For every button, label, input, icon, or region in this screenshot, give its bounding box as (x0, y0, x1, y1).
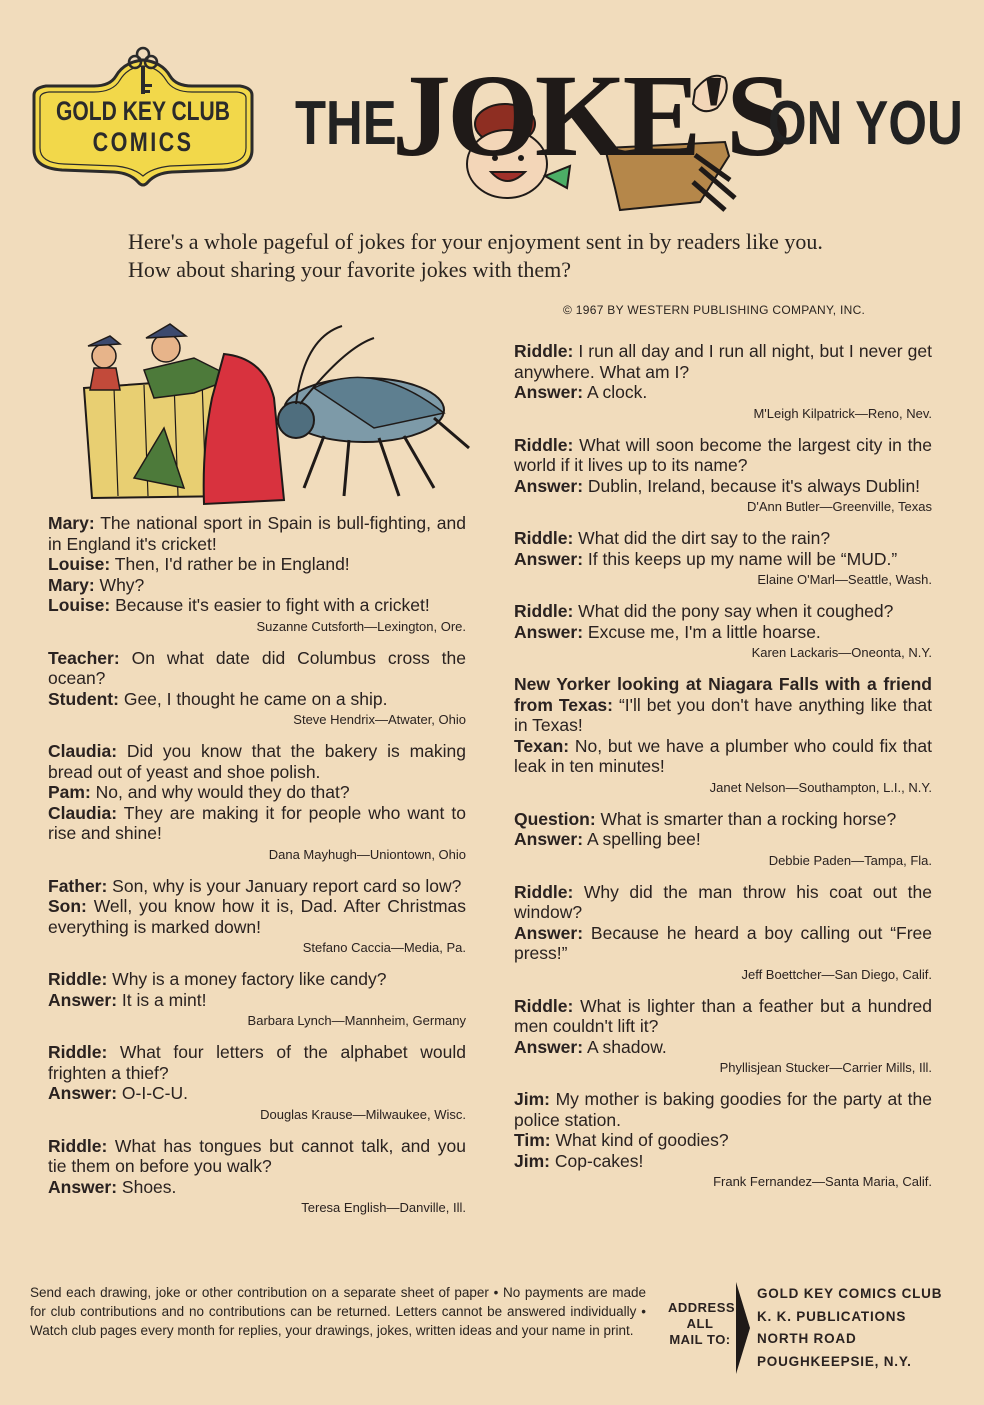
joke-line (514, 549, 932, 570)
contributor-credit: Debbie Paden—Tampa, Fla. (768, 852, 932, 868)
right-column (514, 341, 932, 1203)
mailing-address (757, 1283, 942, 1373)
title-on-you: ON YOU (768, 89, 963, 158)
joke-text: I run all day and I run all night, but I never get anywhere. What am I? (514, 341, 932, 382)
title-jokes: JOKE'S (392, 50, 788, 181)
joke-line (514, 1130, 932, 1151)
joke-text: What is smarter than a rocking horse? (595, 808, 897, 829)
joke-line (48, 741, 466, 782)
joke-block (48, 876, 466, 957)
contributor-credit: Phyllisjean Stucker—Carrier Mills, Ill. (719, 1060, 932, 1075)
joke-text: What has tongues but cannot talk, and you tie them on before you walk? (48, 1135, 466, 1176)
joke-line (48, 595, 466, 616)
speaker-label: Answer: (514, 621, 584, 642)
joke-block (48, 513, 466, 635)
contributor-credit: Barbara Lynch—Mannheim, Germany (247, 1013, 466, 1028)
joke-text: Why did the man throw his coat out the window? (514, 881, 932, 922)
badge-line2: COMICS (92, 127, 194, 157)
joke-line (514, 996, 932, 1037)
joke-text: If this keeps up my name will be “MUD.” (583, 548, 898, 569)
joke-text: Excuse me, I'm a little hoarse. (583, 621, 821, 642)
contributor-credit: Steve Hendrix—Atwater, Ohio (293, 712, 466, 727)
joke-line (48, 876, 466, 897)
copyright: © 1967 BY WESTERN PUBLISHING COMPANY, INC. (563, 303, 866, 317)
joke-text: A clock. (583, 382, 648, 402)
badge-text (24, 96, 262, 158)
speaker-label: Louise: (48, 554, 111, 574)
joke-line (514, 882, 932, 923)
joke-line (48, 648, 466, 689)
joke-text: Because he heard a boy calling out “Free press!” (514, 922, 932, 963)
joke-block (48, 741, 466, 863)
joke-text: What did the pony say when it coughed? (573, 601, 894, 621)
address-line: K. K. PUBLICATIONS (757, 1308, 907, 1324)
joke-line (48, 1177, 466, 1198)
joke-line (514, 674, 932, 736)
speaker-label: Question: (514, 808, 596, 829)
joke-text: What kind of goodies? (550, 1130, 729, 1150)
speaker-label: Pam: (48, 782, 91, 802)
speaker-label: Answer: (48, 1176, 118, 1197)
joke-line (48, 803, 466, 844)
joke-text: Why? (94, 574, 145, 595)
speaker-label: Answer: (514, 475, 584, 496)
joke-line (48, 969, 466, 990)
joke-block (48, 648, 466, 729)
joke-text: What four letters of the alphabet would frighten a thief? (48, 1042, 466, 1083)
speaker-label: Riddle: (514, 881, 574, 902)
joke-line (514, 809, 932, 830)
joke-line (514, 736, 932, 777)
joke-block (48, 1136, 466, 1217)
contributor-credit: D'Ann Butler—Greenville, Texas (746, 499, 932, 514)
speaker-label: New Yorker looking at Niagara Falls with a friend from Texas: (514, 674, 932, 715)
joke-block (514, 996, 932, 1077)
address-line: GOLD KEY COMICS CLUB (757, 1286, 943, 1301)
speaker-label: Mary: (48, 513, 95, 533)
joke-text: Well, you know how it is, Dad. After Christmas everything is marked down! (48, 896, 466, 937)
joke-text: No, but we have a plumber who could fix that leak in ten minutes! (514, 735, 932, 776)
speaker-label: Claudia: (48, 741, 118, 761)
contributor-credit: Frank Fernandez—Santa Maria, Calif. (713, 1174, 932, 1189)
joke-line (514, 601, 932, 622)
badge-line1: GOLD KEY CLUB (56, 96, 230, 126)
speaker-label: Answer: (48, 989, 118, 1010)
footer-note: Send each drawing, joke or other contribution on a separate sheet of paper • No payments are made for club contributions and no contributions can be returned. Letters cannot be answered individually • Watch club pages every month for replies, your drawings, jokes, written ideas and your name in print. (30, 1285, 646, 1338)
joke-block (514, 341, 932, 422)
contributor-credit: Teresa English—Danville, Ill. (301, 1200, 466, 1215)
left-column (48, 513, 466, 1229)
contributor-credit: Elaine O'Marl—Seattle, Wash. (757, 572, 932, 587)
speaker-label: Claudia: (48, 802, 118, 823)
joke-block (514, 601, 932, 661)
speaker-label: Answer: (514, 922, 584, 943)
contributor-credit: Jeff Boettcher—San Diego, Calif. (741, 966, 932, 982)
joke-block (514, 1089, 932, 1190)
speaker-label: Riddle: (514, 995, 574, 1016)
joke-text: Cop-cakes! (549, 1150, 644, 1171)
joke-block (514, 882, 932, 983)
speaker-label: Riddle: (48, 1135, 108, 1156)
joke-block (514, 528, 932, 588)
contributor-credit: Douglas Krause—Milwaukee, Wisc. (260, 1106, 466, 1122)
joke-line (514, 1151, 932, 1172)
speaker-label: Jim: (514, 1150, 550, 1171)
joke-line (48, 513, 466, 554)
speaker-label: Answer: (514, 1036, 584, 1057)
joke-text: No, and why would they do that? (90, 782, 350, 802)
address-label-line: ALL (686, 1316, 714, 1331)
contributor-credit: M'Leigh Kilpatrick—Reno, Nev. (753, 405, 932, 421)
speaker-label: Student: (48, 688, 119, 709)
joke-line (514, 622, 932, 643)
speaker-label: Riddle: (514, 341, 574, 361)
joke-line (514, 382, 932, 403)
joke-line (48, 782, 466, 803)
joke-text: What is lighter than a feather but a hundred men couldn't lift it? (514, 995, 932, 1036)
joke-text: It is a mint! (117, 989, 207, 1010)
joke-line (514, 829, 932, 850)
bullfight-illustration (74, 318, 474, 508)
speaker-label: Son: (48, 896, 87, 916)
speaker-label: Answer: (48, 1083, 118, 1103)
joke-line (48, 575, 466, 596)
joke-line (514, 341, 932, 382)
joke-text: Gee, I thought he came on a ship. (118, 688, 388, 709)
joke-line (48, 1042, 466, 1083)
speaker-label: Answer: (514, 382, 584, 402)
joke-block (514, 435, 932, 516)
joke-text: “I'll bet you don't have anything like that in Texas! (514, 694, 932, 735)
address-label-line: ADDRESS (668, 1300, 736, 1315)
contributor-credit: Karen Lackaris—Oneonta, N.Y. (751, 645, 932, 660)
joke-text: What will soon become the largest city in the world if it lives up to its name? (514, 434, 932, 475)
contributor-credit: Dana Mayhugh—Uniontown, Ohio (268, 846, 466, 862)
address-label-line: MAIL TO: (669, 1332, 731, 1347)
joke-text: Because it's easier to fight with a cricket! (110, 595, 430, 615)
joke-block (48, 1042, 466, 1123)
intro-text: Here's a whole pageful of jokes for your enjoyment sent in by readers like you. How about sharing your favorite jokes with them? (128, 229, 823, 282)
joke-block (48, 969, 466, 1029)
joke-text: The national sport in Spain is bull-fighting, and in England it's cricket! (48, 513, 466, 554)
joke-line (514, 923, 932, 964)
joke-text: A spelling bee! (583, 829, 701, 849)
speaker-label: Riddle: (514, 528, 574, 548)
speaker-label: Answer: (514, 829, 584, 849)
speaker-label: Tim: (514, 1130, 551, 1150)
joke-text: Son, why is your January report card so low? (107, 875, 462, 896)
joke-text: They are making it for people who want to rise and shine! (48, 802, 466, 843)
speaker-label: Texan: (514, 735, 570, 756)
joke-text: Dublin, Ireland, because it's always Dublin! (583, 475, 921, 496)
arrow-icon (734, 1282, 752, 1374)
speaker-label: Jim: (514, 1089, 550, 1109)
speaker-label: Riddle: (514, 434, 574, 455)
joke-text: Did you know that the bakery is making bread out of yeast and shoe polish. (48, 741, 466, 782)
speaker-label: Louise: (48, 595, 111, 615)
joke-line (514, 476, 932, 497)
joke-text: Then, I'd rather be in England! (110, 554, 350, 574)
joke-text: On what date did Columbus cross the ocean? (48, 647, 466, 688)
joke-line (514, 1089, 932, 1130)
joke-line (48, 896, 466, 937)
joke-text: A shadow. (583, 1036, 667, 1057)
speaker-label: Teacher: (48, 647, 120, 668)
joke-text: My mother is baking goodies for the party at the police station. (514, 1089, 932, 1130)
contributor-credit: Janet Nelson—Southampton, L.I., N.Y. (709, 779, 932, 795)
contributor-credit: Suzanne Cutsforth—Lexington, Ore. (256, 618, 466, 634)
speaker-label: Answer: (514, 548, 584, 569)
joke-line (48, 1136, 466, 1177)
title-the: THE (295, 89, 397, 158)
address-label (668, 1300, 736, 1348)
joke-line (514, 528, 932, 549)
joke-line (48, 554, 466, 575)
speaker-label: Riddle: (514, 601, 574, 621)
contributor-credit: Stefano Caccia—Media, Pa. (302, 940, 466, 955)
joke-line (48, 689, 466, 710)
joke-line (48, 1083, 466, 1104)
address-line: NORTH ROAD (757, 1331, 857, 1346)
joke-line (48, 990, 466, 1011)
joke-text: What did the dirt say to the rain? (573, 528, 831, 548)
speaker-label: Riddle: (48, 1042, 108, 1062)
speaker-label: Mary: (48, 574, 95, 595)
speaker-label: Riddle: (48, 969, 108, 989)
address-line: POUGHKEEPSIE, N.Y. (757, 1353, 912, 1369)
joke-line (514, 435, 932, 476)
joke-line (514, 1037, 932, 1058)
speaker-label: Father: (48, 875, 108, 896)
joke-block (514, 809, 932, 869)
joke-text: O-I-C-U. (117, 1083, 189, 1103)
joke-block (514, 674, 932, 796)
joke-text: Why is a money factory like candy? (107, 969, 387, 989)
joke-text: Shoes. (117, 1176, 177, 1197)
